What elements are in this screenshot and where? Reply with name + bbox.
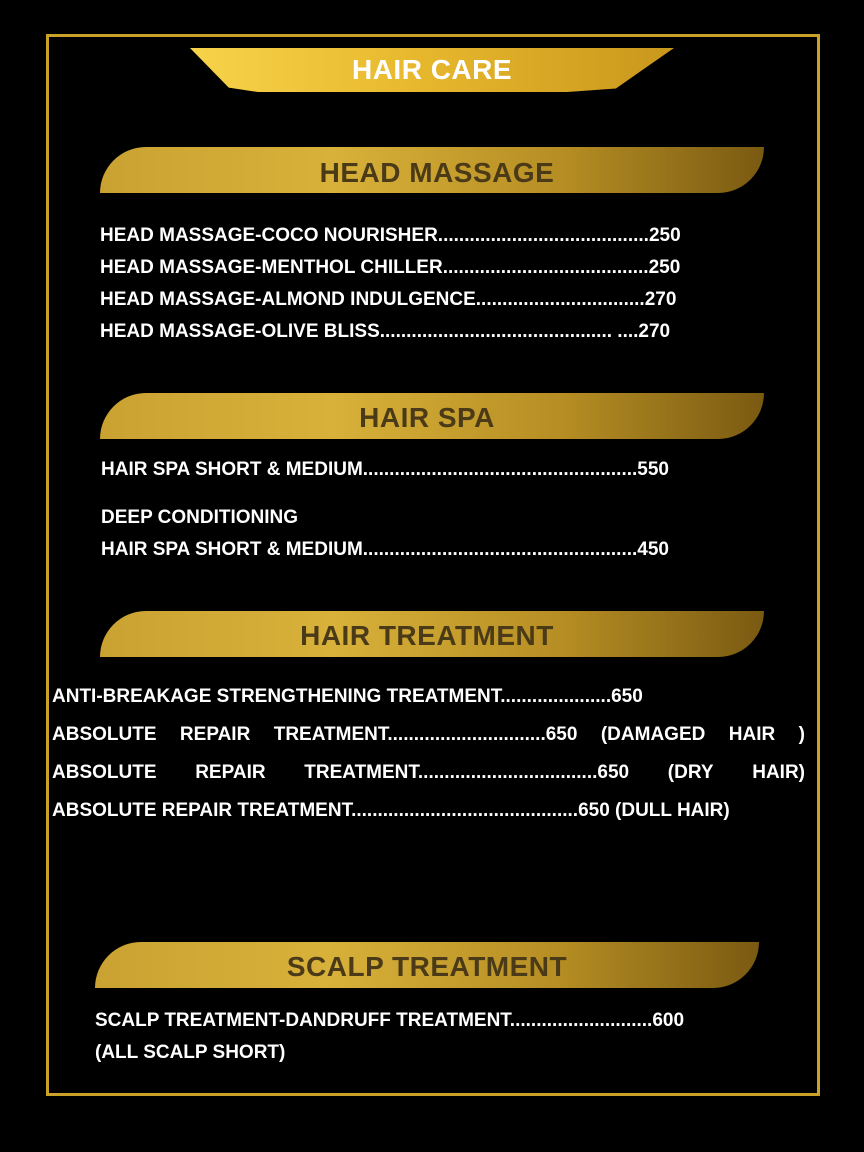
- word: REPAIR: [195, 762, 266, 783]
- menu-item-coco-nourisher: HEAD MASSAGE-COCO NOURISHER........................................250: [100, 225, 681, 246]
- word: ABSOLUTE: [52, 724, 157, 745]
- menu-item-dandruff-treatment: SCALP TREATMENT-DANDRUFF TREATMENT...........................600: [95, 1010, 685, 1031]
- menu-item-deep-conditioning-spa: HAIR SPA SHORT & MEDIUM....................................................450: [101, 539, 669, 560]
- word: HAIR): [752, 762, 805, 783]
- word: TREATMENT..................................650: [304, 762, 630, 783]
- word: (DAMAGED: [600, 724, 706, 745]
- head-massage-heading: HEAD MASSAGE: [319, 157, 555, 188]
- menu-item-repair-dry: [52, 762, 805, 784]
- word: HAIR: [728, 724, 776, 745]
- menu-item-repair-dull: ABSOLUTE REPAIR TREATMENT...........................................650 (DULL HAIR): [52, 800, 730, 821]
- word: TREATMENT..............................650: [273, 724, 578, 745]
- word: (DRY: [667, 762, 714, 783]
- page-title: HAIR CARE: [351, 54, 513, 85]
- menu-item-menthol-chiller: HEAD MASSAGE-MENTHOL CHILLER.......................................250: [100, 257, 681, 278]
- menu-item-hair-spa-short-medium: HAIR SPA SHORT & MEDIUM....................................................550: [101, 459, 669, 480]
- word: ): [798, 724, 805, 745]
- menu-item-scalp-note: (ALL SCALP SHORT): [95, 1042, 286, 1063]
- hair-treatment-heading: HAIR TREATMENT: [300, 620, 554, 651]
- menu-item-anti-breakage: ANTI-BREAKAGE STRENGTHENING TREATMENT.....................650: [52, 686, 643, 707]
- scalp-treatment-heading: SCALP TREATMENT: [286, 951, 568, 982]
- hair-spa-heading: HAIR SPA: [359, 402, 495, 433]
- menu-item-deep-conditioning-label: DEEP CONDITIONING: [101, 507, 299, 528]
- menu-item-olive-bliss: HEAD MASSAGE-OLIVE BLISS............................................ ....270: [100, 321, 671, 342]
- menu-item-repair-damaged: [52, 724, 805, 746]
- word: REPAIR: [179, 724, 251, 745]
- word: ABSOLUTE: [52, 762, 157, 783]
- menu-item-almond-indulgence: HEAD MASSAGE-ALMOND INDULGENCE................................270: [100, 289, 677, 310]
